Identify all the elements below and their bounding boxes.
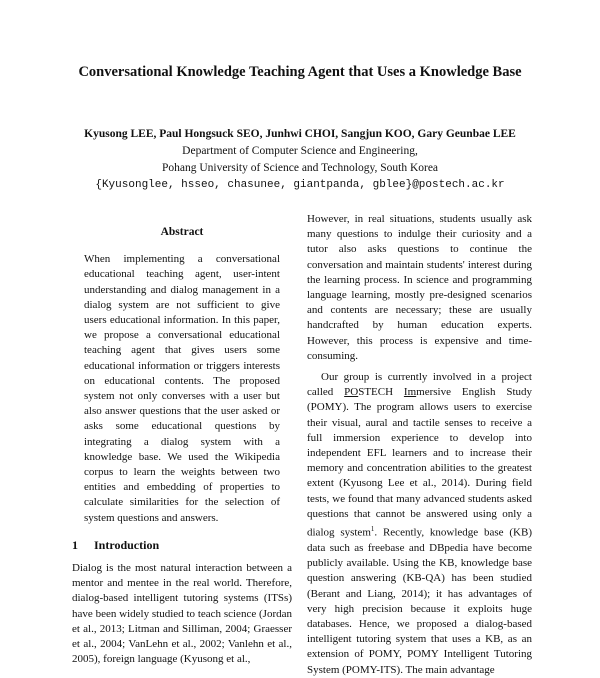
author-block xyxy=(40,126,560,194)
intro-paragraph-1: Dialog is the most natural interaction between a mentor and mentee in the real world. Therefore, dialog-based intelligent tutoring systems (ITSs) have been widely studied to teach science (Jordan et al., 2013; Litman and Silliman, 2004; Graesser et al., 2004; VanLehn et al., 2002; Vanlehn et al., 2005), foreign language (Kyusong et al., xyxy=(72,562,292,666)
p2-text-2: mersive English Study (POMY). The program allows users to exercise their visual, aural and tactile senses to receive a full immersion experience to develop into independent EFL learners and to increase their memory and concentration abilities to the greatest extent (Kyusong Lee et al., 2014). During field tests, we found that many advanced students asked questions that cannot be answered using only a dialog system xyxy=(307,386,533,539)
abstract-text: When implementing a conversational educational teaching agent, user-intent understanding and dialog management in a dialog system are not sufficient to give users educational information. In this paper, we propose a conversational educational teaching agent that gives users some educational information or triggers interests on educational contents. The proposed system not only converses with a user but also answer questions that the user asked or asks some educational questions by integrating a dialog system with a knowledge base. We used the Wikipedia corpus to learn the weights between two entities and embedding of properties to calculate similarities for the selection of system questions and answers. xyxy=(84,253,280,524)
department: Department of Computer Science and Engineering, xyxy=(182,145,418,157)
p2-text-1: STECH xyxy=(358,386,404,399)
p2-underline-im: Im xyxy=(403,386,417,399)
paper-title: Conversational Knowledge Teaching Agent that Uses a Knowledge Base xyxy=(78,64,522,80)
p2-text-3: . Recently, knowledge base (KB) data such as freebase and DBpedia have become publicly available. Using the KB, knowledge base question answering (KB-QA) has been studied (Berant and Liang, 2014); it has advantages of very high precision because it exploits huge databases. Hence, we proposed a dialog-based intelligent tutoring system that uses a KB, as an extension of POMY, POMY Intelligent Tutoring System (POMY-ITS). The main advantage xyxy=(307,526,532,676)
right-paragraph-1: However, in real situations, students usually ask many questions to indulge their curiosity and a tutor also asks questions to continue the conversation and maintain students' interest during the learning process. In science and programming language learning, mostly pre-designed scenarios and contents are necessary; these are usually handcrafted by human education experts. However, this process is expensive and time-consuming. xyxy=(307,213,532,362)
section-title: Introduction xyxy=(94,537,160,552)
right-column xyxy=(307,212,532,678)
right-paragraph-2 xyxy=(307,370,532,678)
author-emails: {Kyusonglee, hsseo, chasunee, giantpanda, gblee}@postech.ac.kr xyxy=(95,179,505,191)
left-column xyxy=(72,212,292,667)
author-names: Kyusong LEE, Paul Hongsuck SEO, Junhwi CHOI, Sangjun KOO, Gary Geunbae LEE xyxy=(84,128,516,140)
section-heading-introduction xyxy=(72,538,292,553)
footnote-marker: 1 xyxy=(370,525,375,534)
p2-text-lead: Our group is currently involved in a project called xyxy=(307,371,532,399)
p2-underline-po: PO xyxy=(344,386,359,399)
university: Pohang University of Science and Technology, South Korea xyxy=(161,162,439,174)
abstract-heading: Abstract xyxy=(160,226,204,238)
section-number: 1 xyxy=(72,537,78,552)
